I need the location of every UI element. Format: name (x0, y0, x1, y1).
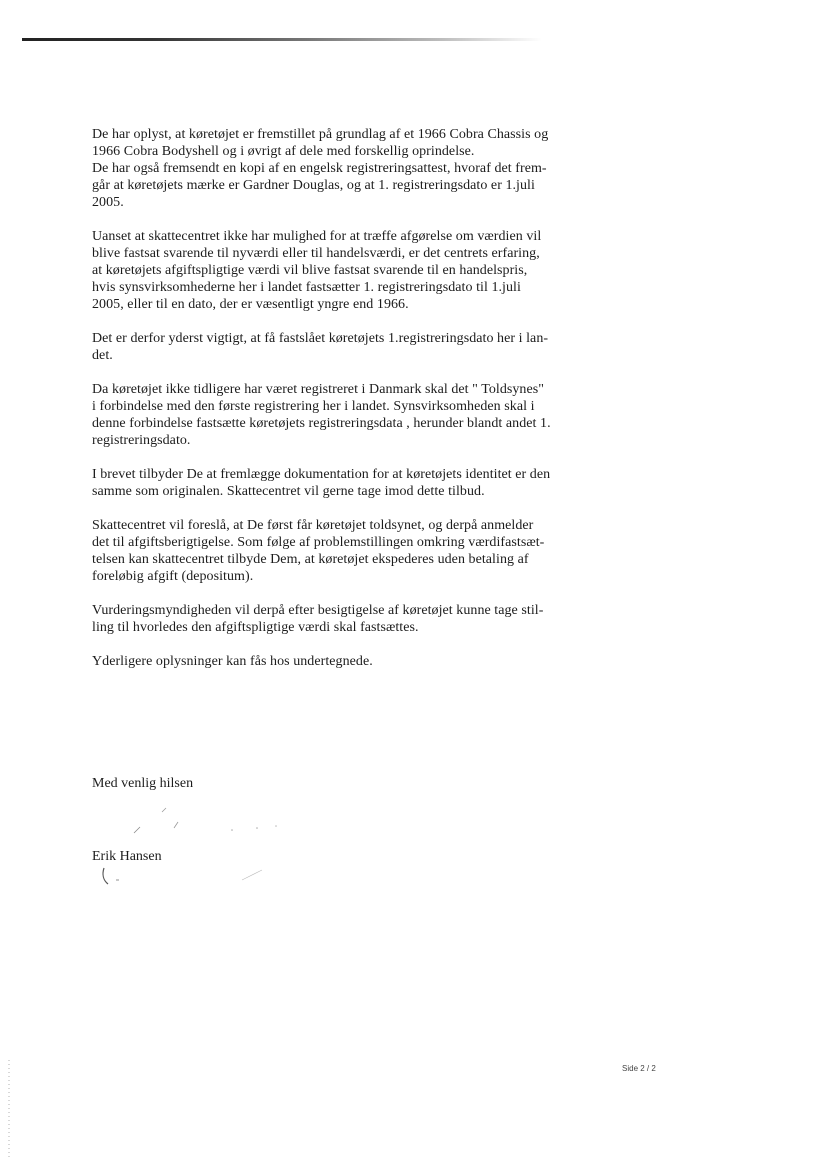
paragraph-line: De har også fremsendt en kopi af en engelsk registreringsattest, hvoraf det frem- (92, 161, 547, 176)
signature-stroke (134, 827, 140, 833)
letter-body (92, 126, 612, 687)
signature-stroke (162, 808, 166, 812)
paragraph-line: at køretøjets afgiftspligtige værdi vil blive fastsat svarende til en handelspris, (92, 263, 528, 278)
letter-paragraph (92, 228, 612, 313)
paragraph-line: registreringsdato. (92, 433, 191, 448)
paragraph-line: går at køretøjets mærke er Gardner Douglas, og at 1. registreringsdato er 1.juli (92, 178, 535, 193)
letter-paragraph (92, 381, 612, 449)
paragraph-line: Vurderingsmyndigheden vil derpå efter besigtigelse af køretøjet kunne tage stil- (92, 603, 544, 618)
paragraph-line: det. (92, 348, 113, 363)
paragraph-line: blive fastsat svarende til nyværdi eller til handelsværdi, er det centrets erfaring, (92, 246, 540, 261)
paragraph-line: denne forbindelse fastsætte køretøjets registreringsdata , herunder blandt andet 1. (92, 416, 551, 431)
paragraph-line: Det er derfor yderst vigtigt, at få fastslået køretøjets 1.registreringsdato her i lan- (92, 331, 549, 346)
paragraph-line: ling til hvorledes den afgiftspligtige værdi skal fastsættes. (92, 620, 419, 635)
paragraph-line: 1966 Cobra Bodyshell og i øvrigt af dele med forskellig oprindelse. (92, 144, 475, 159)
paragraph-line: 2005, eller til en dato, der er væsentligt yngre end 1966. (92, 297, 409, 312)
paragraph-line: telsen kan skattecentret tilbyde Dem, at køretøjet ekspederes uden betaling af (92, 552, 529, 567)
page-number: Side 2 / 2 (622, 1064, 656, 1073)
signer-name: Erik Hansen (92, 849, 162, 864)
paragraph-line: I brevet tilbyder De at fremlægge dokumentation for at køretøjets identitet er den (92, 467, 551, 482)
paragraph-line: i forbindelse med den første registrering her i landet. Synsvirksomheden skal i (92, 399, 535, 414)
paragraph-line: hvis synsvirksomhederne her i landet fastsætter 1. registreringsdato til 1.juli (92, 280, 521, 295)
signature-speck (275, 825, 277, 827)
scan-top-rule (22, 38, 542, 41)
paragraph-line: Uanset at skattecentret ikke har mulighed for at træffe afgørelse om værdien vil (92, 229, 542, 244)
signature-marks (92, 800, 292, 890)
signature-stroke (242, 870, 262, 880)
paragraph-line: foreløbig afgift (depositum). (92, 569, 254, 584)
paragraph-line: De har oplyst, at køretøjet er fremstillet på grundlag af et 1966 Cobra Chassis og (92, 127, 549, 142)
scan-edge-marks (8, 1060, 10, 1160)
letter-paragraph (92, 602, 612, 636)
paragraph-line: det til afgiftsberigtigelse. Som følge af problemstillingen omkring værdifastsæt- (92, 535, 545, 550)
letter-paragraph (92, 517, 612, 585)
signature-stroke (103, 868, 108, 884)
paragraph-line: Yderligere oplysninger kan fås hos undertegnede. (92, 654, 373, 669)
letter-paragraph (92, 466, 612, 500)
signature-stroke (174, 822, 178, 828)
signature-speck (231, 829, 233, 831)
paragraph-line: Da køretøjet ikke tidligere har været registreret i Danmark skal det " Toldsynes" (92, 382, 544, 397)
letter-paragraph (92, 126, 612, 211)
paragraph-line: Skattecentret vil foreslå, at De først får køretøjet toldsynet, og derpå anmelder (92, 518, 534, 533)
paragraph-line: 2005. (92, 195, 124, 210)
closing-greeting: Med venlig hilsen (92, 776, 194, 791)
signature-speck (256, 827, 258, 829)
letter-paragraph (92, 330, 612, 364)
letter-paragraph (92, 653, 612, 670)
paragraph-line: samme som originalen. Skattecentret vil gerne tage imod dette tilbud. (92, 484, 485, 499)
